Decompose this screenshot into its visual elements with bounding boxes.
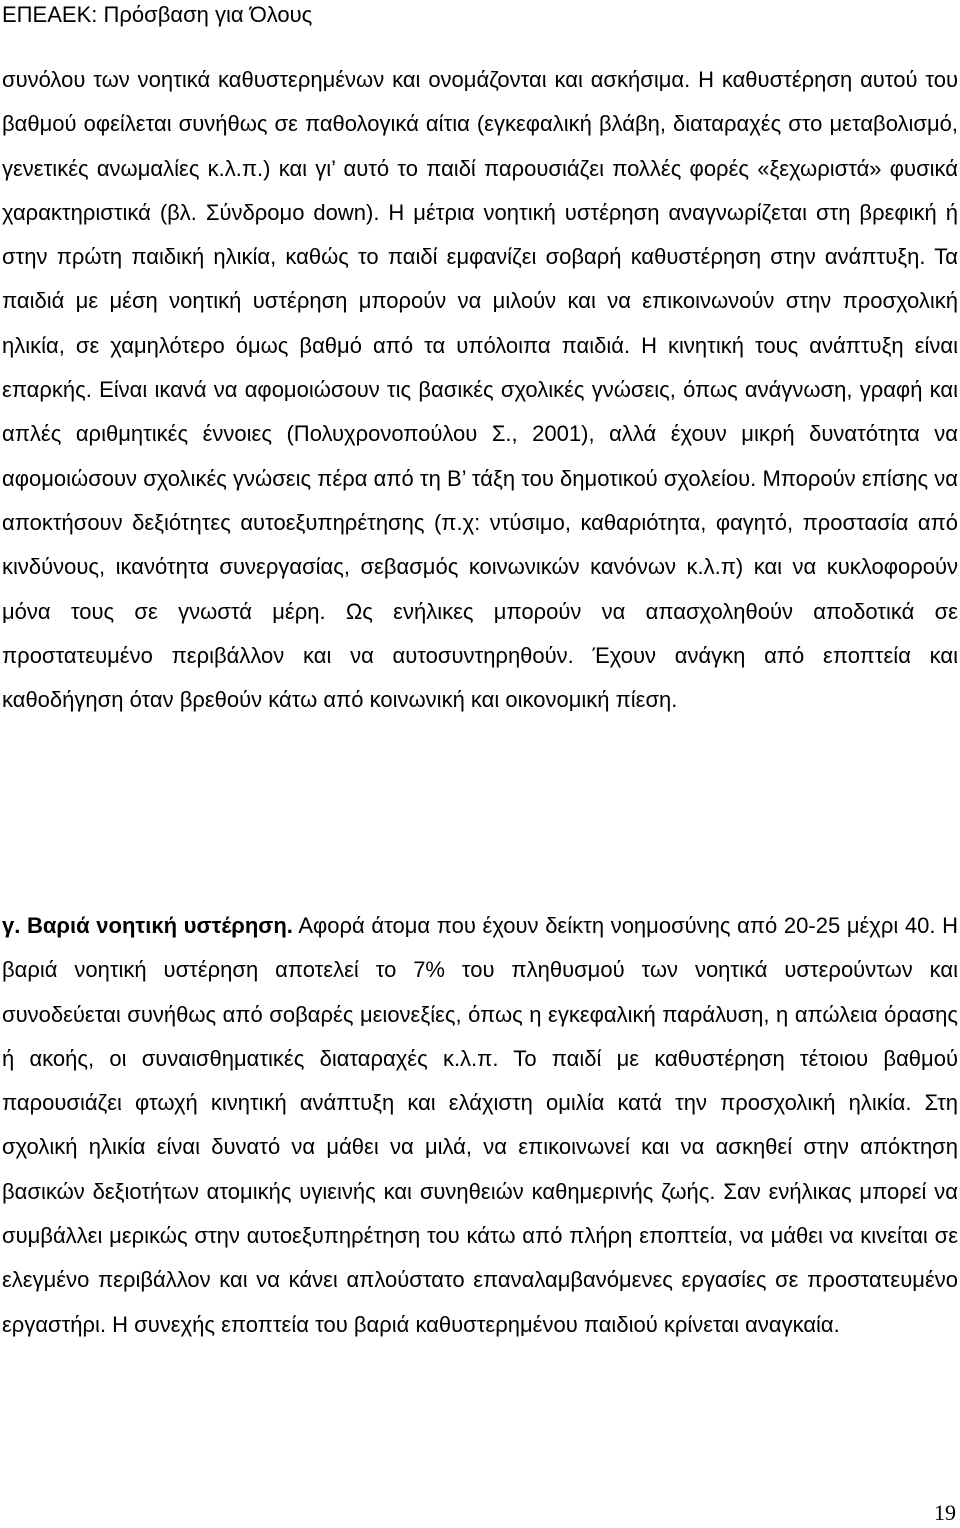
- body-paragraph-moderate-disability: συνόλου των νοητικά καθυστερημένων και ονομάζονται και ασκήσιμα. Η καθυστέρηση αυτού του βαθμού οφείλεται συνήθως σε παθολογικά αίτια (εγκεφαλική βλάβη, διαταραχές στο μεταβολισμό, γενετικές ανωμαλίες κ.λ.π.) και γι’ αυτό το παιδί παρουσιάζει πολλές φορές «ξεχωριστά» φυσικά χαρακτηριστικά (βλ. Σύνδρομο down). Η μέτρια νοητική υστέρηση αναγνωρίζεται στη βρεφική ή στην πρώτη παιδική ηλικία, καθώς το παιδί εμφανίζει σοβαρή καθυστέρηση στην ανάπτυξη. Τα παιδιά με μέση νοητική υστέρηση μπορούν να μιλούν και να επικοινωνούν στην προσχολική ηλικία, σε χαμηλότερο όμως βαθμό από τα υπόλοιπα παιδιά. Η κινητική τους ανάπτυξη είναι επαρκής. Είναι ικανά να αφομοιώσουν τις βασικές σχολικές γνώσεις, όπως ανάγνωση, γραφή και απλές αριθμητικές έννοιες (Πολυχρονοπούλου Σ., 2001), αλλά έχουν μικρή δυνατότητα να αφομοιώσουν σχολικές γνώσεις πέρα από τη Β’ τάξη του δημοτικού σχολείου. Μπορούν επίσης να αποκτήσουν δεξιότητες αυτοεξυπηρέτησης (π.χ: ντύσιμο, καθαριότητα, φαγητό, προστασία από κινδύνους, ικανότητα συνεργασίας, σεβασμός κοινωνικών κανόνων κ.λ.π) και να κυκλοφορούν μόνα τους σε γνωστά μέρη. Ως ενήλικες μπορούν να απασχοληθούν αποδοτικά σε προστατευμένο περιβάλλον και να αυτοσυντηρηθούν. Έχουν ανάγκη από εποπτεία και καθοδήγηση όταν βρεθούν κάτω από κοινωνική και οικονομική πίεση.: [2, 67, 958, 713]
- section-heading-severe: γ. Βαριά νοητική υστέρηση.: [2, 913, 293, 938]
- body-paragraph-severe-disability: [2, 904, 958, 1347]
- section-text-severe: Αφορά άτομα που έχουν δείκτη νοημοσύνης από 20-25 μέχρι 40. Η βαριά νοητική υστέρηση αποτελεί το 7% του πληθυσμού των νοητικά υστερούντων και συνοδεύεται συνήθως από σοβαρές μειονεξίες, όπως η εγκεφαλική παράλυση, η απώλεια όρασης ή ακοής, οι συναισθηματικές διαταραχές κ.λ.π. Το παιδί με καθυστέρηση τέτοιου βαθμού παρουσιάζει φτωχή κινητική ανάπτυξη και ελάχιστη ομιλία κατά την προσχολική ηλικία. Στη σχολική ηλικία είναι δυνατό να μάθει να μιλά, να επικοινωνεί και να ασκηθεί στην απόκτηση βασικών δεξιοτήτων ατομικής υγιεινής και συνηθειών καθημερινής ζωής. Σαν ενήλικας μπορεί να συμβάλλει μερικώς στην αυτοεξυπηρέτηση του κάτω από πλήρη εποπτεία, να μάθει να κινείται σε ελεγμένο περιβάλλον και να κάνει απλούστατο επαναλαμβανόμενες εργασίες σε προστατευμένο εργαστήρι. Η συνεχής εποπτεία του βαριά καθυστερημένου παιδιού κρίνεται αναγκαία.: [2, 913, 959, 1337]
- document-header: ΕΠΕΑΕΚ: Πρόσβαση για Όλους: [2, 2, 313, 27]
- page-number: 19: [934, 1500, 956, 1525]
